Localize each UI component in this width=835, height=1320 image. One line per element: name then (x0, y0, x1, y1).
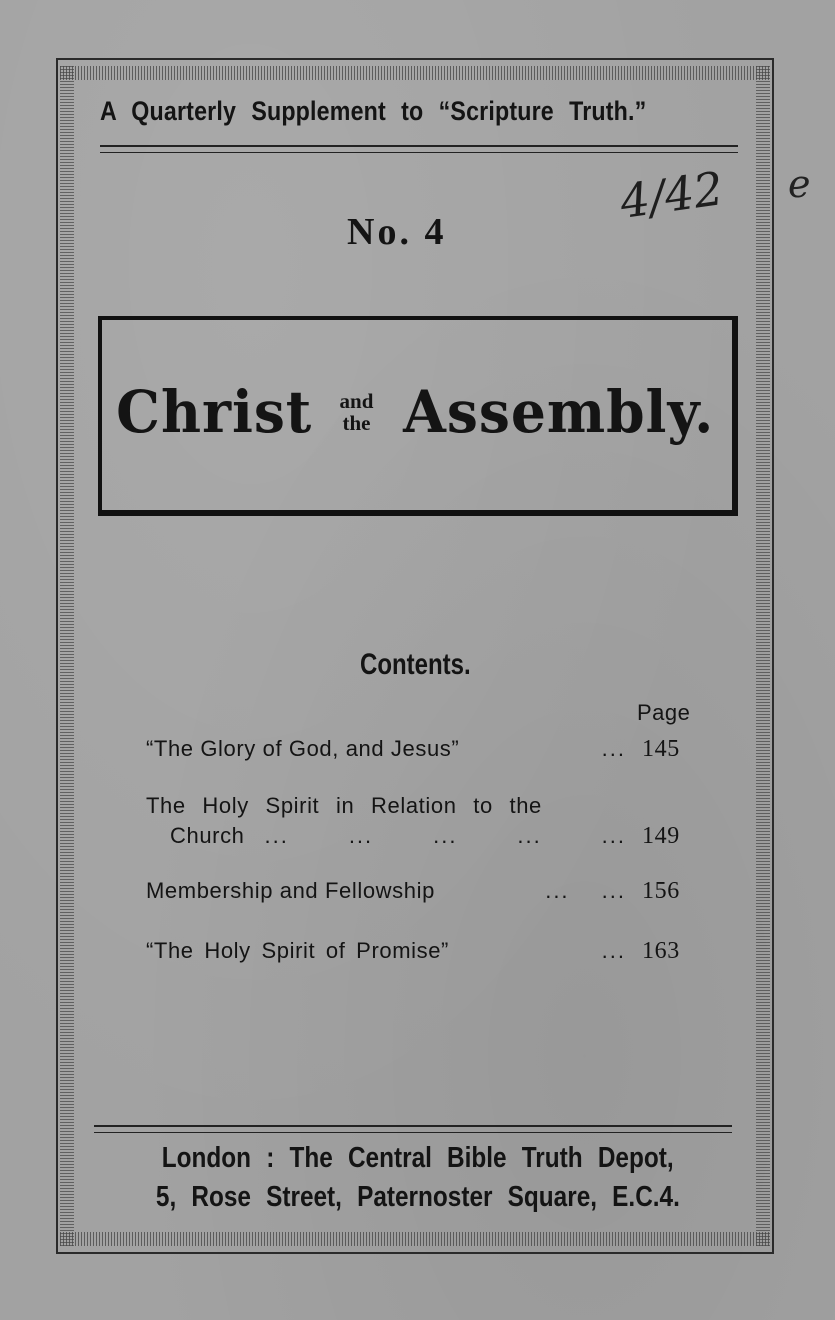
toc-entry-page: 156 (642, 878, 680, 904)
toc-entry-title-line2: Church (170, 823, 245, 848)
toc-leader-dots: ... ... ... ... ... (264, 823, 626, 848)
publisher-line-2: 5, Rose Street, Paternoster Square, E.C.4. (155, 1181, 680, 1213)
toc-entry-title: “The Glory of God, and Jesus” (146, 736, 460, 761)
toc-entry-page: 149 (642, 823, 680, 849)
title-word-assembly: Assembly. (403, 378, 715, 446)
hatched-border-right (756, 66, 770, 1246)
toc-entry (146, 734, 702, 764)
margin-mark: e (788, 162, 811, 206)
toc-leader-dots: ... (601, 736, 626, 761)
title-connector-the: the (342, 411, 371, 435)
toc-entry-title: “The Holy Spirit of Promise” (146, 938, 449, 963)
toc-entry-title: Membership and Fellowship (146, 878, 435, 903)
footer-rule (94, 1125, 732, 1133)
toc-entry (146, 791, 702, 851)
hatched-border-left (60, 66, 74, 1246)
issue-number: No. 4 (347, 211, 447, 253)
toc-entry (146, 876, 702, 906)
toc-entry-page: 145 (642, 736, 680, 762)
toc-entry-page: 163 (642, 938, 680, 964)
toc-leader-dots: ... ... (545, 878, 626, 903)
toc-entry (146, 936, 702, 966)
title-word-christ: Christ (116, 378, 313, 446)
toc-entry-title-line1: The Holy Spirit in Relation to the (146, 793, 542, 818)
publisher-line-1: London : The Central Bible Truth Depot, (161, 1142, 674, 1174)
handwritten-note: 4/42 (616, 161, 727, 229)
title-box (98, 316, 738, 516)
title-connector (340, 390, 374, 434)
hatched-border-top (60, 66, 770, 80)
hatched-border-bottom (60, 1232, 770, 1246)
supplement-line: A Quarterly Supplement to “Scripture Truth.” (100, 96, 647, 126)
contents-heading: Contents. (360, 648, 471, 681)
page-column-label: Page (637, 700, 691, 725)
title-connector-and: and (339, 389, 374, 413)
title (102, 378, 732, 446)
header-rule (100, 145, 738, 153)
toc-leader-dots: ... (601, 938, 626, 963)
